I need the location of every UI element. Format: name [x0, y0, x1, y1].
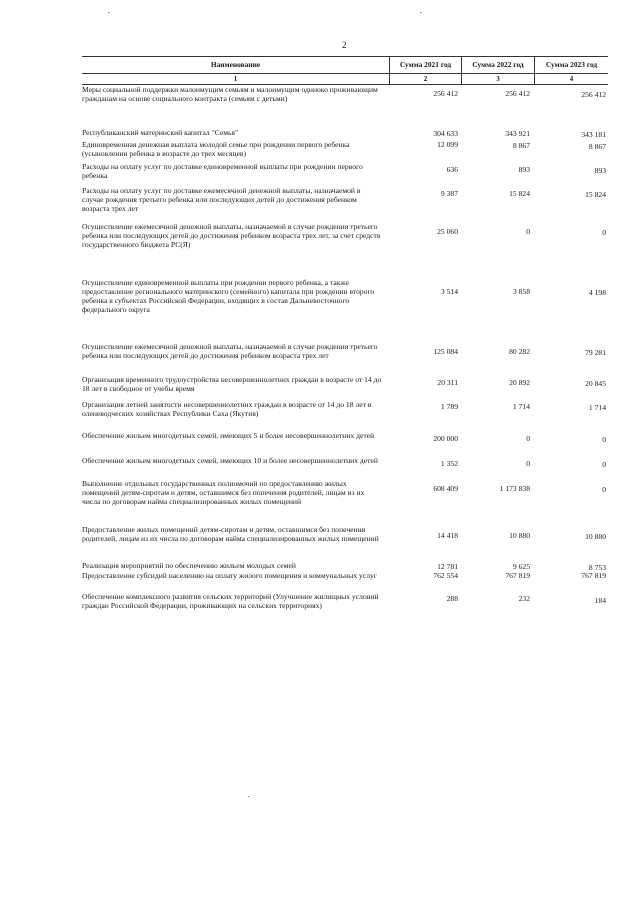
value-2023: 1 714: [588, 403, 606, 412]
table-row: [82, 129, 608, 138]
value-2022: 1 714: [512, 402, 530, 411]
table-row: [82, 401, 608, 419]
value-2022: 9 625: [512, 562, 530, 571]
value-2022: 15 824: [509, 189, 530, 198]
value-2022: 343 921: [505, 129, 530, 138]
value-2021: 762 554: [433, 571, 458, 580]
row-name: Организация летней занятости несовершеннолетних граждан в возрасте от 14 до 18 лет в оленеводческих хозяйствах Республики Саха (Якутия): [82, 400, 372, 418]
value-2022: 80 282: [509, 347, 530, 356]
row-name: Расходы на оплату услуг по доставке единовременной выплаты при рождении первого ребенка: [82, 162, 363, 180]
table-row: [82, 86, 608, 104]
table-row: [82, 376, 608, 394]
value-2022: 256 412: [505, 89, 530, 98]
value-2021: 125 084: [433, 347, 458, 356]
header-2021: Сумма 2021 год: [389, 57, 461, 73]
value-2023: 256 412: [581, 90, 606, 99]
budget-table: [82, 56, 608, 610]
row-name: Реализация мероприятий по обеспечению жильем молодых семей: [82, 561, 296, 570]
value-2023: 0: [602, 485, 606, 494]
column-number: 4: [534, 74, 608, 84]
row-name: Обеспечение жильем многодетных семей, имеющих 10 и более несовершеннолетних детей: [82, 456, 378, 465]
value-2021: 3 514: [440, 287, 458, 296]
column-numbers: [82, 74, 608, 85]
value-2021: 20 311: [437, 378, 458, 387]
value-2022: 3 858: [512, 287, 530, 296]
table-row: [82, 593, 608, 611]
value-2023: 0: [602, 460, 606, 469]
value-2021: 1 789: [440, 402, 458, 411]
row-name: Обеспечение жильем многодетных семей, имеющих 5 и более несовершеннолетних детей: [82, 431, 375, 440]
table-row: [82, 187, 608, 214]
table-row: [82, 526, 608, 544]
value-2022: 893: [518, 165, 530, 174]
value-2021: 304 633: [433, 129, 458, 138]
row-name: Выполнение отдельных государственных полномочий по предоставлению жилых помещений детям-сиротам и детям, оставшимся без попечения родителей, лицам из их числа по договорам найма специализированных жилых помещений: [82, 479, 365, 506]
value-2023: 184: [594, 596, 606, 605]
table-row: [82, 279, 608, 315]
value-2021: 12 099: [437, 140, 458, 149]
value-2021: 14 418: [437, 531, 458, 540]
value-2021: 608 409: [433, 484, 458, 493]
table-row: [82, 572, 608, 581]
value-2023: 8 867: [588, 142, 606, 151]
value-2022: 20 892: [509, 378, 530, 387]
value-2022: 767 819: [505, 571, 530, 580]
column-number: 3: [461, 74, 534, 84]
table-row: [82, 562, 608, 571]
row-name: Расходы на оплату услуг по доставке ежемесячной денежной выплаты, назначаемой в случае рождения третьего ребенка или последующих детей до достижения ребенком возраста трех лет: [82, 186, 361, 213]
row-name: Меры социальной поддержки малоимущим семьям и малоимущим одиноко проживающим гражданам на основе социального контракта (семьям с детьми): [82, 85, 378, 103]
value-2021: 12 781: [437, 562, 458, 571]
value-2023: 15 824: [585, 190, 606, 199]
header-name: Наименование: [210, 59, 261, 69]
column-number: 1: [233, 74, 238, 83]
value-2022: 232: [518, 594, 530, 603]
scan-speck: [248, 796, 250, 797]
value-2023: 8 753: [588, 563, 606, 572]
value-2021: 636: [446, 165, 458, 174]
header-2023: Сумма 2023 год: [534, 57, 608, 73]
row-name: Республиканский материнский капитал "Семья": [82, 128, 239, 137]
row-name: Осуществление ежемесячной денежной выплаты, назначаемой в случае рождения третьего ребенка или последующих детей до достижения ребенком возраста трех лет: [82, 342, 378, 360]
scan-speck: [420, 12, 422, 13]
value-2023: 0: [602, 435, 606, 444]
table-row: [82, 163, 608, 181]
row-name: Обеспечение комплексного развития сельских территорий (Улучшение жилищных условий граждан Российской Федерации, проживающих на сельских территориях): [82, 592, 379, 610]
value-2023: 0: [602, 228, 606, 237]
header-2022: Сумма 2022 год: [461, 57, 534, 73]
page-number: 2: [342, 40, 347, 50]
table-row: [82, 223, 608, 250]
row-name: Осуществление ежемесячной денежной выплаты, назначаемой в случае рождения третьего ребенка или последующих детей до достижения ребенком возраста трех лет, за счет средств государственного бюджета РС(Я): [82, 222, 381, 249]
value-2021: 1 352: [440, 459, 458, 468]
value-2021: 25 060: [437, 227, 458, 236]
scan-speck: [108, 12, 110, 13]
value-2023: 767 819: [581, 571, 606, 580]
column-number: 2: [389, 74, 461, 84]
table-row: [82, 480, 608, 507]
value-2023: 893: [594, 166, 606, 175]
row-name: Организация временного трудоустройства несовершеннолетних граждан в возрасте от 14 до 18 лет в свободное от учебы время: [82, 375, 382, 393]
value-2022: 8 867: [512, 141, 530, 150]
table-row: [82, 431, 608, 444]
value-2023: 20 845: [585, 379, 606, 388]
value-2021: 9 387: [440, 189, 458, 198]
value-2022: 0: [526, 227, 530, 236]
table-row: [82, 343, 608, 361]
value-2023: 343 181: [581, 130, 606, 139]
value-2022: 0: [526, 459, 530, 468]
value-2021: 256 412: [433, 89, 458, 98]
value-2021: 200 000: [433, 434, 458, 443]
table-header: [82, 56, 608, 74]
row-name: Единовременная денежная выплата молодой семье при рождении первого ребенка (усыновлении ребенка в возрасте до трех месяцев): [82, 140, 350, 158]
value-2023: 4 198: [588, 288, 606, 297]
row-name: Осуществление единовременной выплаты при рождении первого ребенка, а также предоставление регионального материнского (семейного) капитала при рождении второго ребенка в субъектах Российской Федерации, входящих в состав Дальневосточного федерального округа: [82, 278, 375, 314]
row-name: Предоставление жилых помещений детям-сиротам и детям, оставшимся без попечения родителей, лицам из их числа по договорам найма специализированных жилых помещений: [82, 525, 379, 543]
value-2022: 10 880: [509, 531, 530, 540]
table-row: [82, 456, 608, 469]
value-2023: 10 880: [585, 532, 606, 541]
value-2021: 288: [446, 594, 458, 603]
row-name: Предоставление субсидий населению на оплату жилого помещения и коммунальных услуг: [82, 571, 377, 580]
value-2023: 79 281: [585, 348, 606, 357]
table-row: [82, 141, 608, 159]
value-2022: 0: [526, 434, 530, 443]
value-2022: 1 173 838: [499, 484, 530, 493]
